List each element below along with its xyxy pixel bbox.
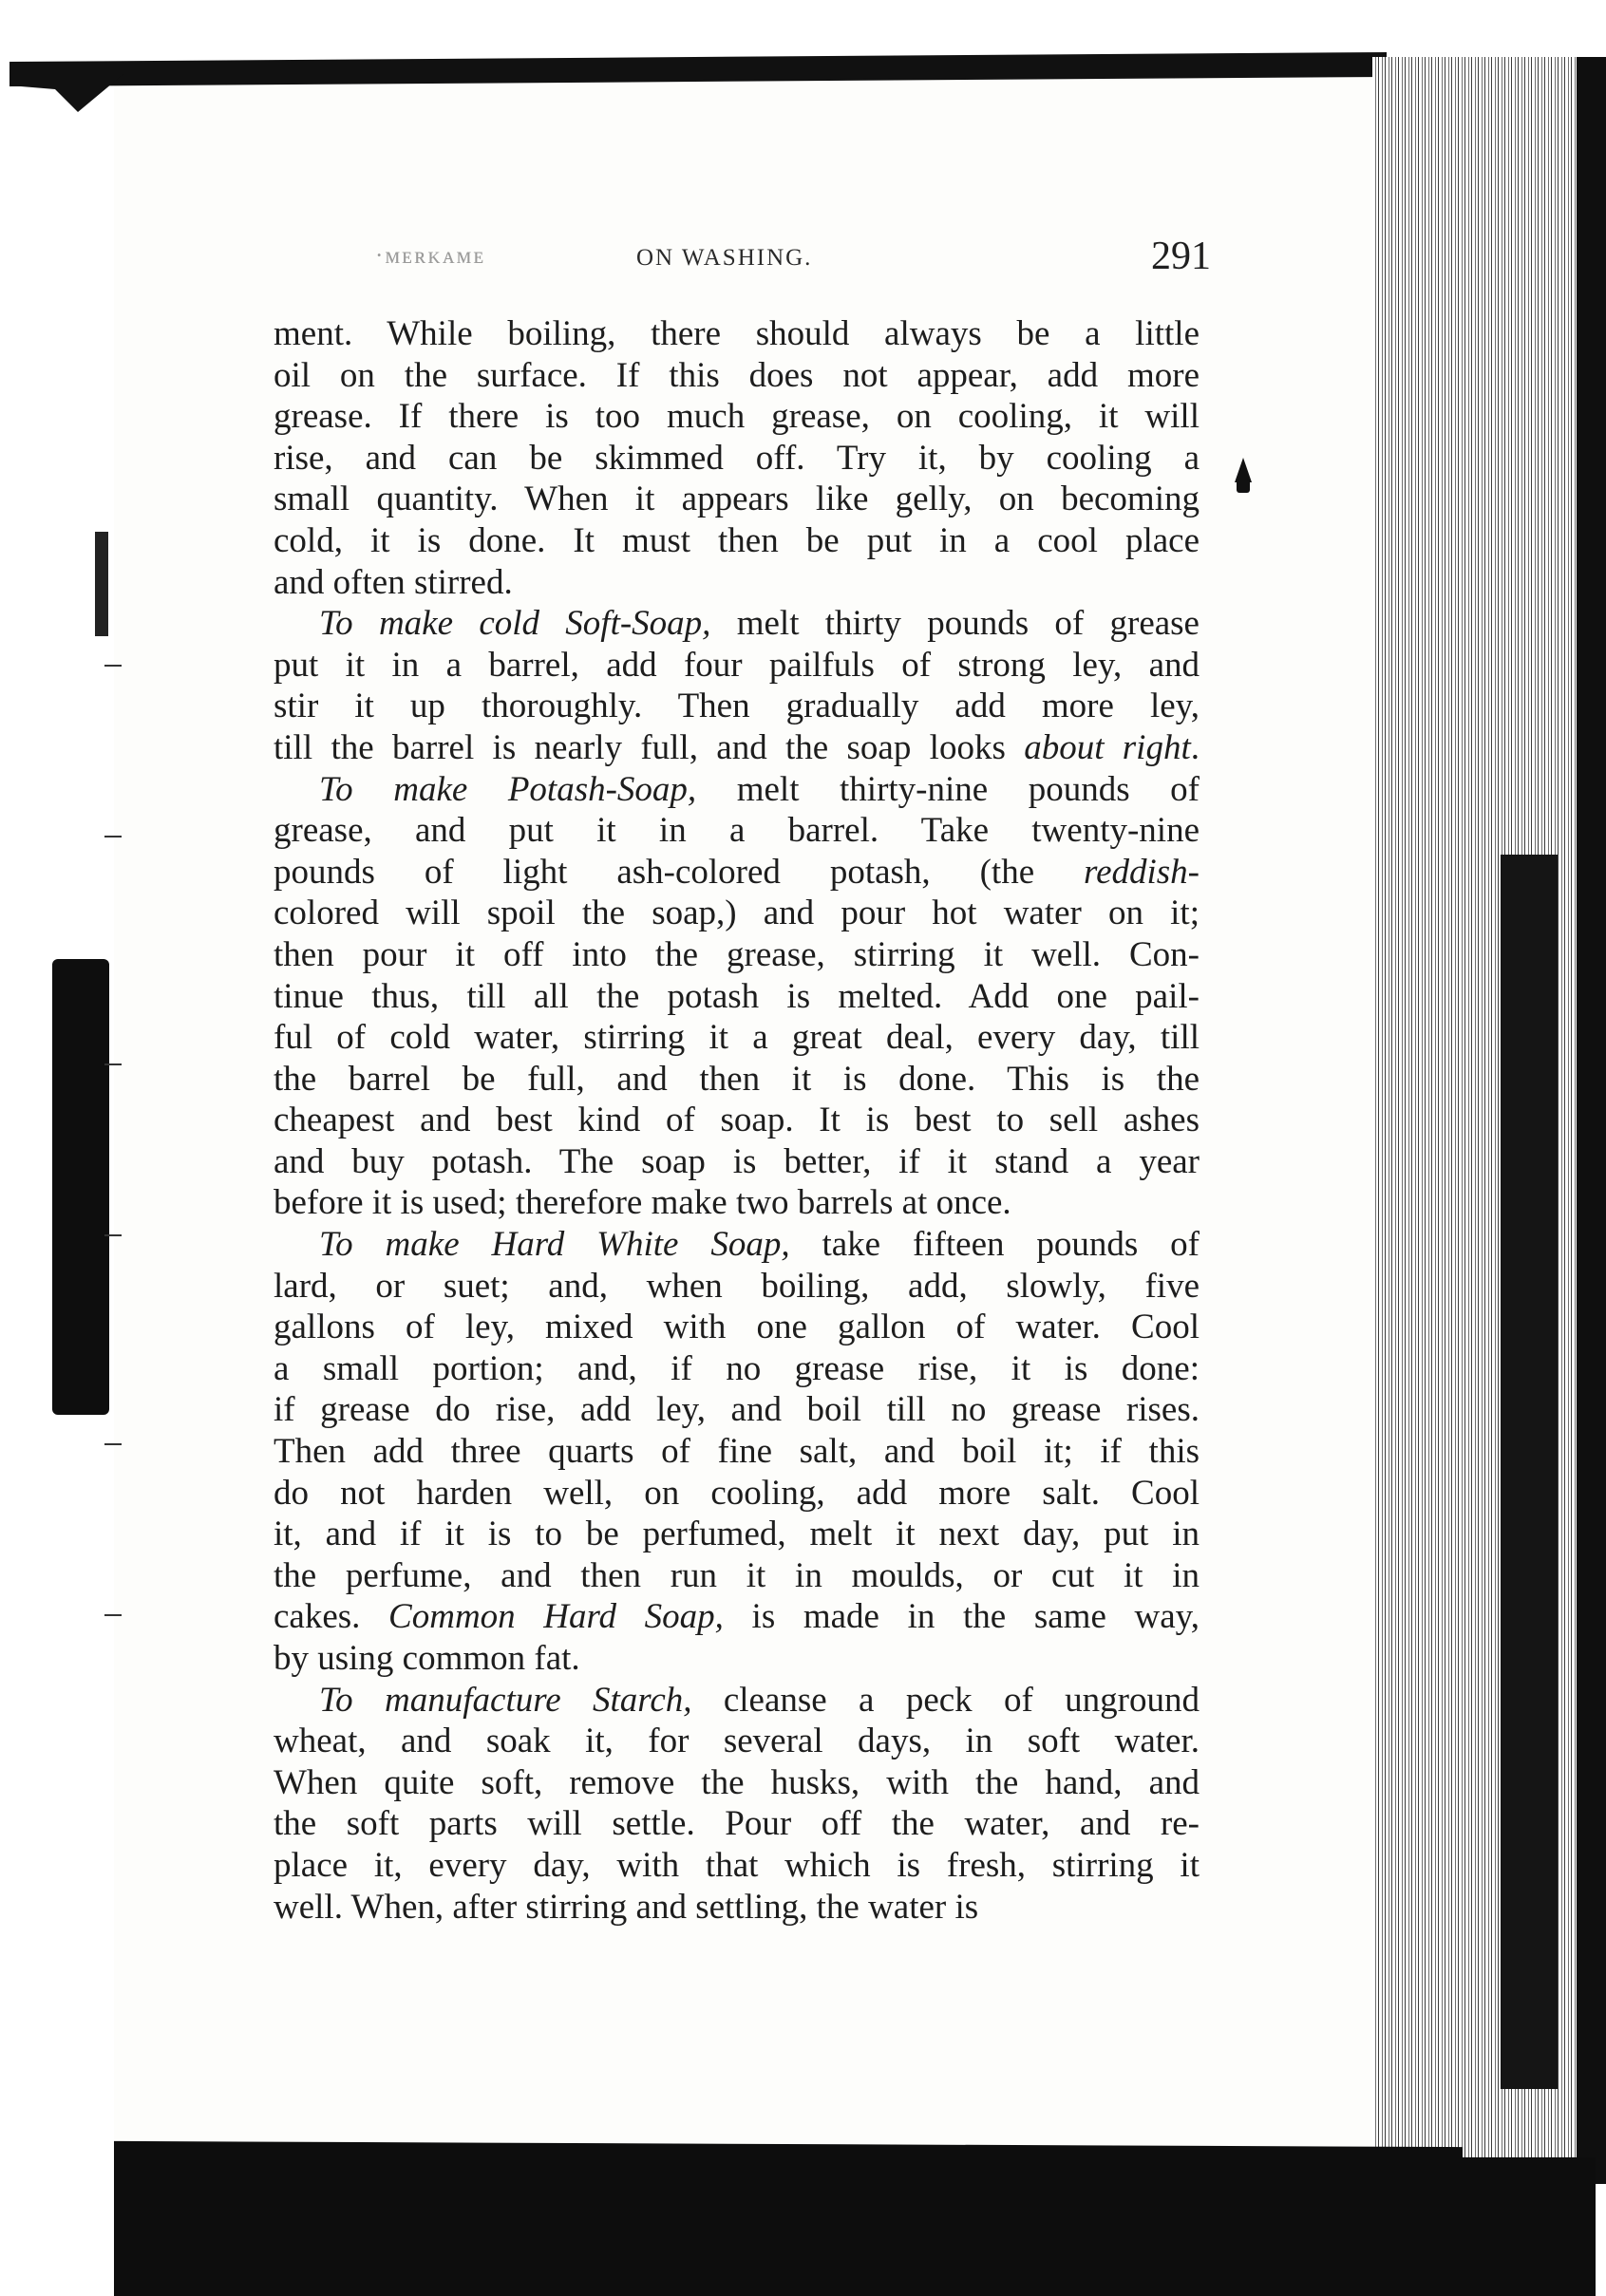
text-line [274, 769, 1200, 811]
text-segment: cheapest and best kind of soap. It is best to sell ashes [274, 1101, 1200, 1140]
text-segment: the barrel be full, and then it is done. This is the [274, 1059, 1200, 1099]
text-segment: take fifteen pounds of [789, 1225, 1200, 1265]
text-segment: stir it up thoroughly. Then gradually add more ley, [274, 687, 1200, 726]
text-line [274, 1680, 1200, 1722]
text-line [274, 1514, 1200, 1555]
text-segment: melt thirty pounds of grease [710, 604, 1200, 644]
text-segment: it, and if it is to be perfumed, melt it next day, put in [274, 1515, 1200, 1554]
text-segment: do not harden well, on cooling, add more salt. Cool [274, 1473, 1200, 1513]
running-head-title: ON WASHING. [636, 245, 813, 271]
margin-marker-dot [1237, 480, 1250, 493]
text-segment: wheat, and soak it, for several days, in soft water. [274, 1722, 1200, 1761]
italic-phrase: reddish- [1084, 852, 1200, 892]
text-line [274, 1182, 1200, 1224]
text-line [274, 934, 1200, 976]
text-line [274, 1845, 1200, 1887]
text-segment: When quite soft, remove the husks, with the hand, and [274, 1762, 1200, 1802]
text-segment: and buy potash. The soap is better, if it stand a year [274, 1141, 1200, 1181]
text-line [274, 520, 1200, 562]
text-line [274, 396, 1200, 438]
top-left-binding-shadow [9, 74, 123, 112]
text-line [274, 852, 1200, 894]
text-line [274, 1389, 1200, 1431]
text-line [274, 976, 1200, 1018]
text-segment: colored will spoil the soap,) and pour hot water on it; [274, 894, 1200, 933]
page-edge-shadow [1501, 855, 1558, 2089]
text-line [274, 1017, 1200, 1059]
text-segment: grease, and put it in a barrel. Take twenty-nine [274, 811, 1200, 851]
text-segment: by using common fat. [274, 1639, 580, 1678]
text-segment: till the barrel is nearly full, and the soap looks [274, 727, 1025, 767]
text-line [274, 355, 1200, 397]
bottom-shadow [114, 2157, 1596, 2296]
text-segment: tinue thus, till all the potash is melted. Add one pail- [274, 976, 1200, 1016]
running-head-bleedthrough: ·ᴍᴇʀᴋᴀᴍᴇ [375, 243, 486, 269]
text-line [274, 1266, 1200, 1308]
text-line [274, 1803, 1200, 1845]
italic-phrase: To make cold Soft-Soap, [319, 604, 711, 644]
text-line [274, 1059, 1200, 1101]
text-line [274, 1555, 1200, 1597]
text-segment: before it is used; therefore make two barrels at once. [274, 1183, 1011, 1223]
text-segment: rise, and can be skimmed off. Try it, by cooling a [274, 438, 1200, 478]
text-line [274, 603, 1200, 645]
text-segment: the soft parts will settle. Pour off the water, and re- [274, 1804, 1200, 1844]
text-segment: and often stirred. [274, 562, 513, 602]
text-segment: lard, or suet; and, when boiling, add, slowly, five [274, 1266, 1200, 1306]
text-segment: put it in a barrel, add four pailfuls of strong ley, and [274, 645, 1200, 685]
book-page-edges [1372, 57, 1591, 2165]
italic-phrase: To manufacture Starch, [319, 1680, 692, 1720]
italic-phrase: Common Hard Soap, [388, 1597, 724, 1637]
text-line [274, 1762, 1200, 1804]
text-segment: small quantity. When it appears like gelly, on becoming [274, 480, 1200, 519]
text-segment: melt thirty-nine pounds of [696, 769, 1200, 809]
italic-phrase: To make Potash-Soap, [319, 769, 697, 809]
text-line [274, 1348, 1200, 1390]
text-line [274, 1473, 1200, 1515]
text-segment: oil on the surface. If this does not appear, add more [274, 355, 1200, 395]
body-text [274, 313, 1200, 1928]
text-line [274, 479, 1200, 520]
text-line [274, 1638, 1200, 1680]
text-line [274, 1307, 1200, 1348]
text-line [274, 1141, 1200, 1183]
italic-phrase: about right [1024, 727, 1191, 767]
text-line [274, 1596, 1200, 1638]
text-segment: if grease do rise, add ley, and boil till no grease rises. [274, 1390, 1200, 1430]
text-segment: gallons of ley, mixed with one gallon of water. Cool [274, 1308, 1200, 1347]
text-line [274, 893, 1200, 934]
left-margin-mark [95, 532, 108, 636]
text-segment: cold, it is done. It must then be put in a cool place [274, 520, 1200, 560]
text-line [274, 686, 1200, 727]
text-segment: Then add three quarts of fine salt, and boil it; if this [274, 1432, 1200, 1472]
left-margin-ticks [104, 665, 133, 1804]
text-segment: then pour it off into the grease, stirring it well. Con- [274, 934, 1200, 974]
text-segment: well. When, after stirring and settling, the water is [274, 1887, 979, 1927]
text-line [274, 1887, 1200, 1929]
text-line [274, 1100, 1200, 1141]
text-segment: pounds of light ash-colored potash, (the [274, 852, 1085, 892]
text-line [274, 313, 1200, 355]
text-line [274, 727, 1200, 769]
text-line [274, 810, 1200, 852]
text-line [274, 1721, 1200, 1762]
text-segment: cleanse a peck of unground [691, 1680, 1200, 1720]
text-line [274, 645, 1200, 687]
right-binding-shadow [1577, 57, 1606, 2184]
text-segment: a small portion; and, if no grease rise, it is done: [274, 1348, 1200, 1388]
text-segment: place it, every day, with that which is fresh, stirring it [274, 1845, 1200, 1885]
running-head [375, 234, 1211, 279]
text-line [274, 1431, 1200, 1473]
text-segment: cakes. [274, 1597, 389, 1637]
text-line [274, 562, 1200, 604]
text-line [274, 438, 1200, 480]
text-segment: ment. While boiling, there should always be a little [274, 314, 1200, 353]
text-line [274, 1224, 1200, 1266]
page-number: 291 [1151, 235, 1211, 278]
text-segment: . [1190, 727, 1200, 767]
text-segment: ful of cold water, stirring it a great deal, every day, till [274, 1018, 1200, 1058]
text-segment: is made in the same way, [723, 1597, 1200, 1637]
text-segment: grease. If there is too much grease, on cooling, it will [274, 397, 1200, 437]
left-margin-smudge [52, 959, 109, 1415]
text-segment: the perfume, and then run it in moulds, or cut it in [274, 1555, 1200, 1595]
italic-phrase: To make Hard White Soap, [319, 1225, 790, 1265]
